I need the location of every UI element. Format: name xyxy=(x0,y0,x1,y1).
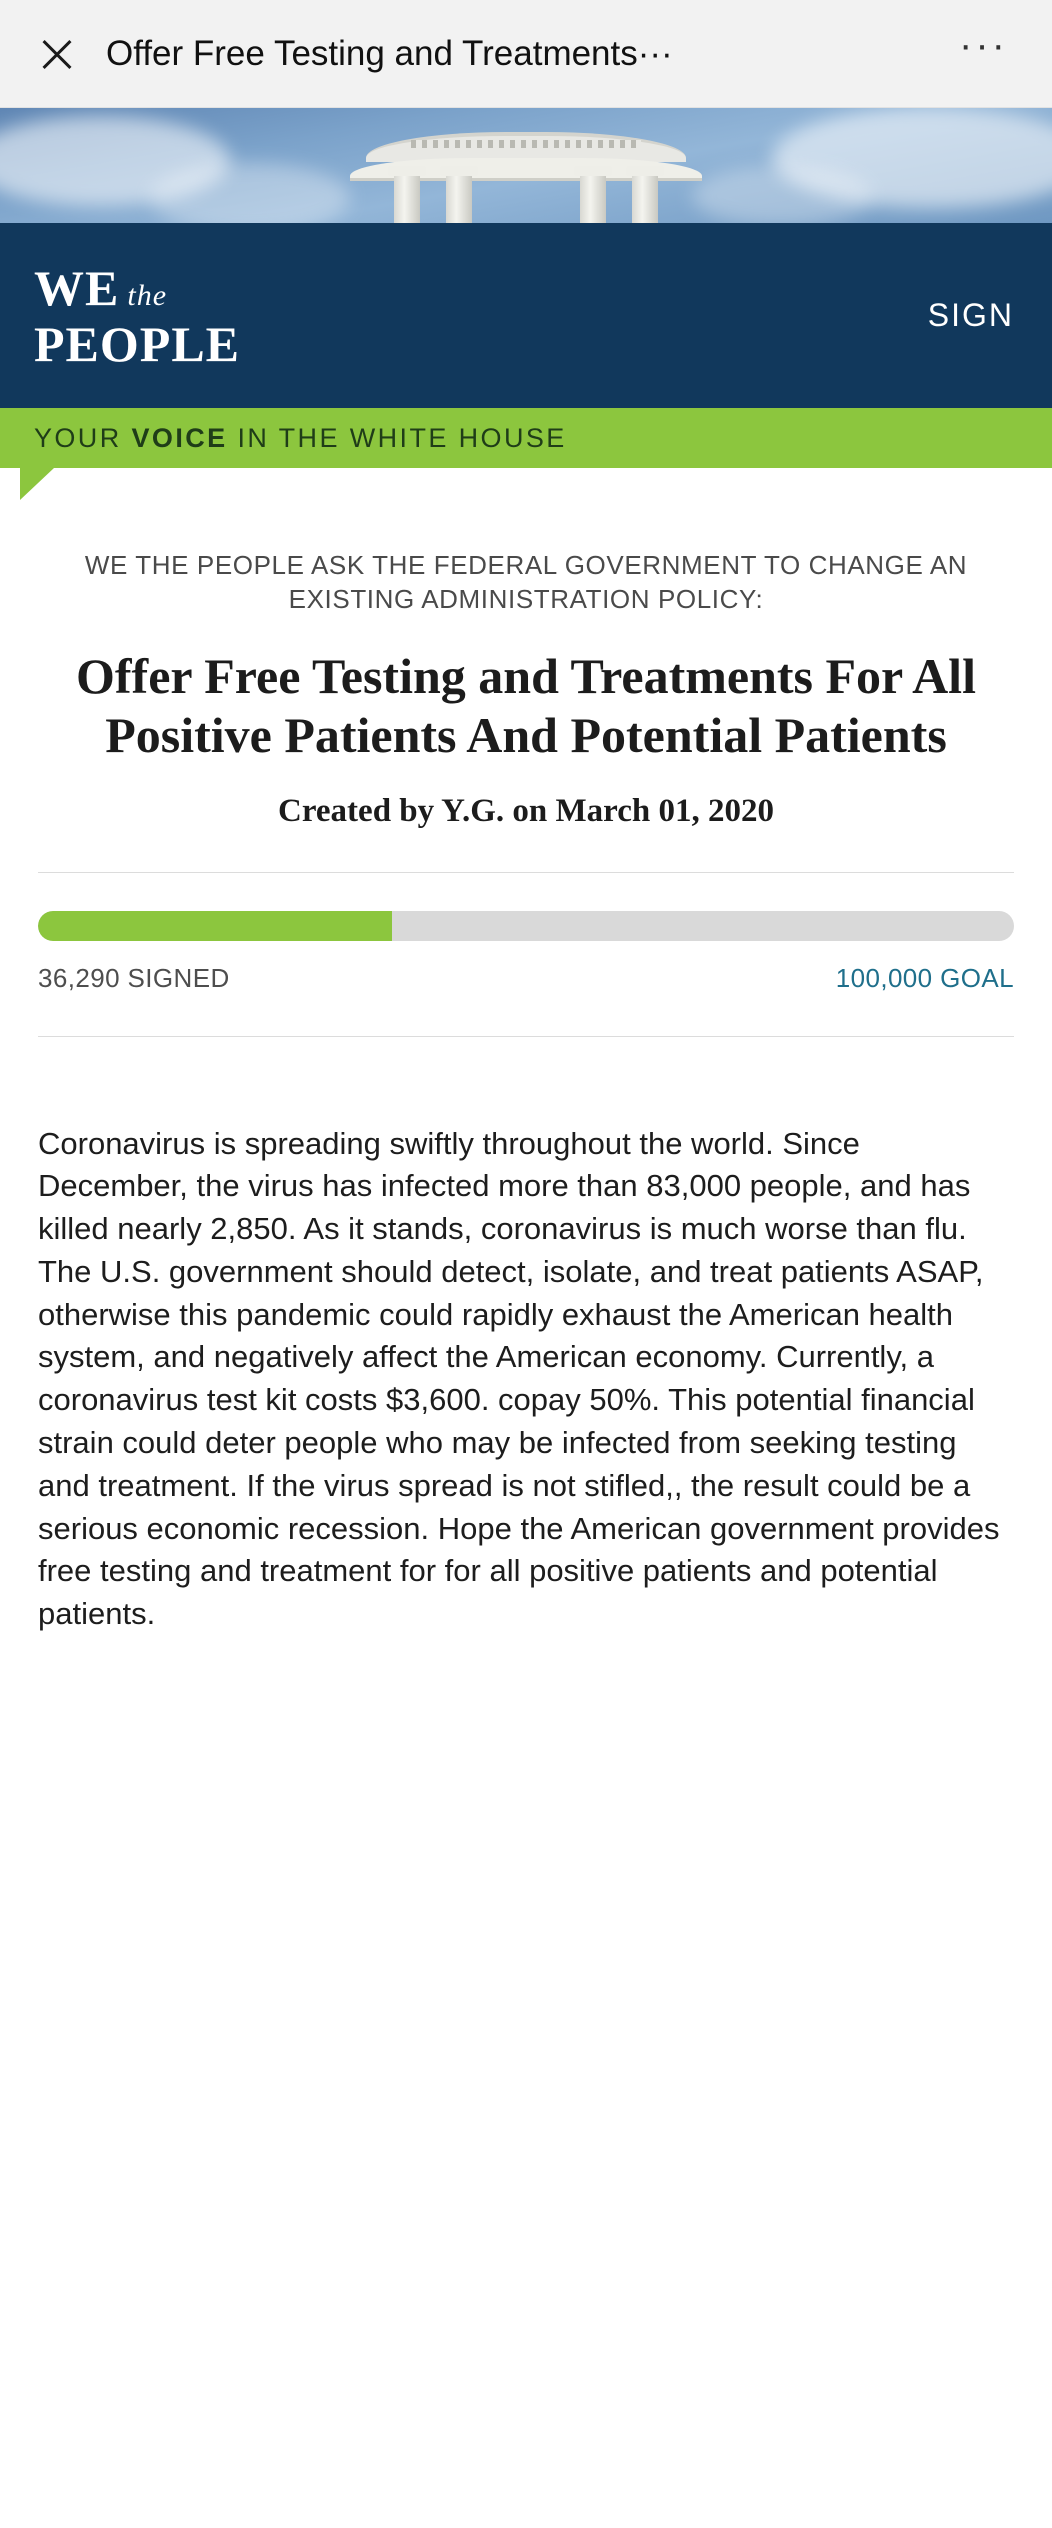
logo-people: PEOPLE xyxy=(34,315,241,372)
more-options-icon[interactable]: ··· xyxy=(959,22,1008,67)
divider xyxy=(38,1036,1014,1037)
tagline-pre: YOUR xyxy=(34,422,132,453)
tagline-band xyxy=(0,408,1052,468)
goal-count-label: 100,000 GOAL xyxy=(835,962,1014,993)
hero-image xyxy=(0,108,1052,223)
petition-kicker: WE THE PEOPLE ASK THE FEDERAL GOVERNMENT TO CHANGE AN EXISTING ADMINISTRATION POLICY: xyxy=(84,550,968,615)
browser-topbar xyxy=(0,0,1052,108)
petition-title: Offer Free Testing and Treatments For All Positive Patients And Potential Patients xyxy=(76,647,976,763)
site-header xyxy=(0,223,1052,408)
signature-progress xyxy=(34,873,1018,994)
progress-labels xyxy=(38,963,1014,994)
white-house-icon xyxy=(316,118,736,223)
tagline-bold: VOICE xyxy=(131,422,228,453)
sign-button[interactable]: SIGN xyxy=(927,297,1014,333)
petition-body-text: Coronavirus is spreading swiftly throughout the world. Since December, the virus has infected more than 83,000 people, and has killed nearly 2,850. As it stands, coronavirus is much worse than flu. The U.S. government should detect, isolate, and treat patients ASAP, otherwise this pandemic could rapidly exhaust the American health system, and negatively affect the American economy. Currently, a coronavirus test kit costs $3,600. copay 50%. This potential financial strain could deter people who may be infected from seeking testing and treatment. If the virus spread is not stifled,, the result could be a serious economic recession. Hope the American government provides free testing and treatment for for all positive patients and potential patients. xyxy=(38,1125,1000,1632)
tagline xyxy=(34,423,567,454)
tagline-notch xyxy=(20,468,54,500)
close-icon[interactable] xyxy=(34,31,80,77)
logo-the: the xyxy=(127,278,168,312)
petition-created-by: Created by Y.G. on March 01, 2020 xyxy=(278,792,774,829)
progress-track xyxy=(38,911,1014,941)
we-the-people-logo[interactable] xyxy=(34,259,241,372)
tagline-post: IN THE WHITE HOUSE xyxy=(227,422,567,453)
logo-we: WE xyxy=(34,259,120,316)
page-title: Offer Free Testing and Treatments··· xyxy=(106,33,673,73)
signed-count-label: 36,290 SIGNED xyxy=(38,962,230,993)
progress-fill xyxy=(38,911,392,941)
petition-content xyxy=(0,548,1052,1636)
